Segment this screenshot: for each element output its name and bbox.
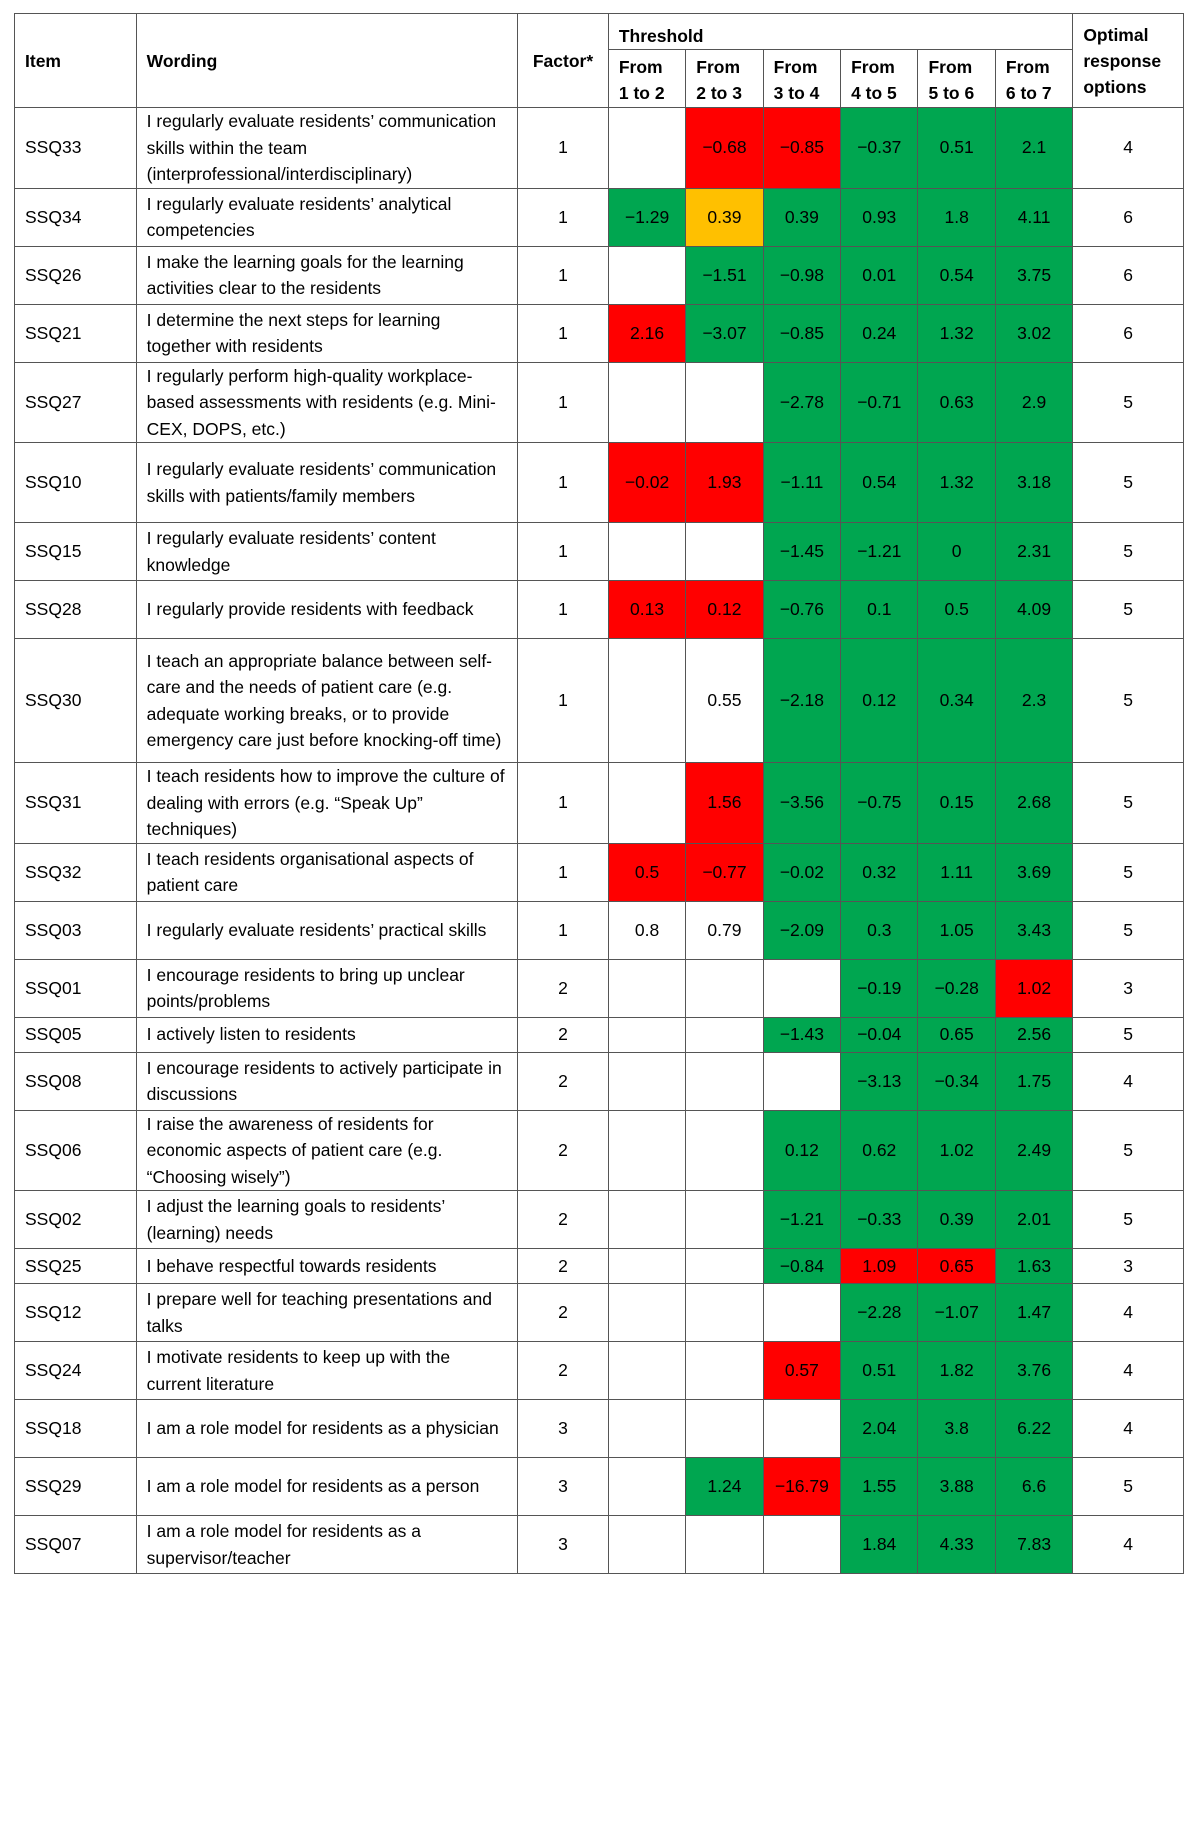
header-from-4-to-5: From 4 to 5 [841,50,918,108]
table-row [15,959,1184,1017]
threshold-cell-5-to-6: 0.34 [918,639,995,763]
threshold-cell-2-to-3 [686,1400,763,1458]
table-row [15,1342,1184,1400]
threshold-cell-2-to-3: 1.24 [686,1458,763,1516]
threshold-cell-1-to-2 [608,1249,685,1284]
item-wording: I prepare well for teaching presentations and talks [136,1284,518,1342]
threshold-cell-6-to-7: 2.31 [995,523,1072,581]
item-code: SSQ12 [15,1284,137,1342]
table-row [15,1110,1184,1191]
threshold-cell-6-to-7: 2.3 [995,639,1072,763]
item-wording: I regularly provide residents with feedback [136,581,518,639]
threshold-cell-6-to-7: 1.63 [995,1249,1072,1284]
item-optimal-options: 5 [1073,443,1184,523]
threshold-cell-2-to-3: −3.07 [686,304,763,362]
item-wording: I regularly evaluate residents’ content knowledge [136,523,518,581]
item-code: SSQ34 [15,188,137,246]
threshold-cell-2-to-3 [686,1110,763,1191]
threshold-cell-3-to-4: −1.11 [763,443,840,523]
table-row [15,763,1184,844]
item-wording: I make the learning goals for the learning activities clear to the residents [136,246,518,304]
threshold-cell-5-to-6: 0 [918,523,995,581]
threshold-cell-3-to-4: −2.18 [763,639,840,763]
item-optimal-options: 4 [1073,1516,1184,1574]
threshold-cell-4-to-5: −3.13 [841,1052,918,1110]
threshold-cell-4-to-5: 0.01 [841,246,918,304]
threshold-cell-6-to-7: 3.18 [995,443,1072,523]
item-factor: 2 [518,1017,609,1052]
threshold-cell-3-to-4: −0.76 [763,581,840,639]
threshold-cell-2-to-3 [686,1342,763,1400]
threshold-cell-6-to-7: 3.76 [995,1342,1072,1400]
threshold-cell-6-to-7: 2.49 [995,1110,1072,1191]
threshold-cell-3-to-4 [763,1052,840,1110]
threshold-cell-2-to-3: −0.77 [686,843,763,901]
threshold-cell-6-to-7: 3.02 [995,304,1072,362]
item-code: SSQ30 [15,639,137,763]
threshold-cell-3-to-4: 0.12 [763,1110,840,1191]
item-factor: 3 [518,1516,609,1574]
item-wording: I adjust the learning goals to residents’ (learning) needs [136,1191,518,1249]
threshold-cell-4-to-5: 0.54 [841,443,918,523]
threshold-cell-1-to-2 [608,1052,685,1110]
item-optimal-options: 6 [1073,188,1184,246]
threshold-cell-6-to-7: 2.68 [995,763,1072,844]
item-code: SSQ06 [15,1110,137,1191]
table-row [15,1249,1184,1284]
threshold-cell-1-to-2 [608,1191,685,1249]
item-code: SSQ03 [15,901,137,959]
item-code: SSQ32 [15,843,137,901]
threshold-cell-2-to-3: 1.93 [686,443,763,523]
threshold-cell-5-to-6: 0.65 [918,1249,995,1284]
threshold-cell-1-to-2 [608,1458,685,1516]
threshold-cell-5-to-6: −0.34 [918,1052,995,1110]
item-optimal-options: 5 [1073,1458,1184,1516]
threshold-cell-4-to-5: 1.84 [841,1516,918,1574]
item-factor: 3 [518,1458,609,1516]
table-row [15,1284,1184,1342]
threshold-cell-5-to-6: −0.28 [918,959,995,1017]
item-wording: I regularly evaluate residents’ analytical competencies [136,188,518,246]
threshold-cell-3-to-4 [763,1400,840,1458]
threshold-cell-2-to-3 [686,523,763,581]
item-wording: I am a role model for residents as a physician [136,1400,518,1458]
item-factor: 1 [518,362,609,443]
item-factor: 1 [518,581,609,639]
threshold-cell-3-to-4: −2.78 [763,362,840,443]
table-row [15,246,1184,304]
threshold-cell-2-to-3: 0.39 [686,188,763,246]
item-factor: 2 [518,1110,609,1191]
table-row [15,1017,1184,1052]
threshold-cell-5-to-6: 0.15 [918,763,995,844]
item-factor: 1 [518,246,609,304]
threshold-cell-5-to-6: 3.88 [918,1458,995,1516]
table-header [15,14,1184,108]
threshold-cell-2-to-3: 1.56 [686,763,763,844]
threshold-cell-2-to-3: 0.12 [686,581,763,639]
threshold-cell-2-to-3 [686,1249,763,1284]
item-wording: I encourage residents to actively participate in discussions [136,1052,518,1110]
item-factor: 2 [518,959,609,1017]
item-code: SSQ33 [15,108,137,189]
threshold-cell-5-to-6: 0.54 [918,246,995,304]
item-optimal-options: 5 [1073,763,1184,844]
item-code: SSQ05 [15,1017,137,1052]
table-row [15,639,1184,763]
threshold-cell-3-to-4: −1.43 [763,1017,840,1052]
threshold-cell-3-to-4: −3.56 [763,763,840,844]
threshold-cell-6-to-7: 3.75 [995,246,1072,304]
threshold-cell-2-to-3 [686,1516,763,1574]
threshold-cell-1-to-2: 0.8 [608,901,685,959]
header-optimal-label: Optimal response options [1083,24,1162,97]
header-from-5-to-6: From 5 to 6 [918,50,995,108]
threshold-cell-1-to-2 [608,108,685,189]
table-body [15,108,1184,1574]
header-from-1-to-2: From 1 to 2 [608,50,685,108]
item-optimal-options: 5 [1073,901,1184,959]
threshold-cell-2-to-3: −1.51 [686,246,763,304]
threshold-cell-1-to-2 [608,362,685,443]
item-optimal-options: 6 [1073,304,1184,362]
table-row [15,362,1184,443]
threshold-cell-1-to-2: 0.5 [608,843,685,901]
threshold-cell-3-to-4: −16.79 [763,1458,840,1516]
threshold-cell-3-to-4: −0.84 [763,1249,840,1284]
threshold-cell-3-to-4: −1.45 [763,523,840,581]
table-row [15,581,1184,639]
threshold-cell-3-to-4: −0.98 [763,246,840,304]
item-code: SSQ26 [15,246,137,304]
threshold-cell-4-to-5: −0.71 [841,362,918,443]
threshold-cell-1-to-2 [608,1284,685,1342]
threshold-cell-4-to-5: −0.19 [841,959,918,1017]
threshold-cell-4-to-5: 1.55 [841,1458,918,1516]
threshold-cell-5-to-6: 0.5 [918,581,995,639]
threshold-cell-5-to-6: 1.8 [918,188,995,246]
threshold-cell-4-to-5: −0.37 [841,108,918,189]
header-optimal [1073,14,1184,108]
threshold-cell-2-to-3 [686,362,763,443]
threshold-cell-5-to-6: 1.32 [918,304,995,362]
threshold-cell-3-to-4: −1.21 [763,1191,840,1249]
threshold-cell-4-to-5: 0.93 [841,188,918,246]
threshold-cell-3-to-4 [763,959,840,1017]
threshold-cell-4-to-5: 0.3 [841,901,918,959]
threshold-cell-2-to-3 [686,1191,763,1249]
threshold-cell-1-to-2 [608,763,685,844]
item-factor: 1 [518,763,609,844]
table-row [15,188,1184,246]
item-wording: I encourage residents to bring up unclear points/problems [136,959,518,1017]
threshold-table [14,13,1184,1574]
threshold-cell-4-to-5: −0.33 [841,1191,918,1249]
threshold-cell-6-to-7: 6.22 [995,1400,1072,1458]
item-code: SSQ31 [15,763,137,844]
table-row [15,523,1184,581]
header-threshold: Threshold [608,14,1072,50]
threshold-cell-3-to-4 [763,1516,840,1574]
item-code: SSQ02 [15,1191,137,1249]
threshold-cell-6-to-7: 3.43 [995,901,1072,959]
item-optimal-options: 4 [1073,1284,1184,1342]
item-optimal-options: 5 [1073,1191,1184,1249]
item-wording: I am a role model for residents as a supervisor/teacher [136,1516,518,1574]
item-optimal-options: 5 [1073,843,1184,901]
item-factor: 1 [518,523,609,581]
item-factor: 1 [518,639,609,763]
threshold-cell-6-to-7: 2.01 [995,1191,1072,1249]
table-row [15,901,1184,959]
item-factor: 1 [518,188,609,246]
threshold-cell-1-to-2 [608,523,685,581]
item-code: SSQ28 [15,581,137,639]
item-wording: I regularly perform high-quality workplace-based assessments with residents (e.g. Mini-CEX, DOPS, etc.) [136,362,518,443]
header-wording: Wording [136,14,518,108]
threshold-cell-6-to-7: 6.6 [995,1458,1072,1516]
threshold-cell-6-to-7: 2.9 [995,362,1072,443]
threshold-cell-6-to-7: 1.75 [995,1052,1072,1110]
threshold-cell-5-to-6: 1.05 [918,901,995,959]
item-wording: I regularly evaluate residents’ communication skills within the team (interprofessional/interdisciplinary) [136,108,518,189]
threshold-cell-2-to-3: 0.79 [686,901,763,959]
threshold-cell-4-to-5: 0.32 [841,843,918,901]
item-optimal-options: 5 [1073,581,1184,639]
threshold-cell-5-to-6: 0.63 [918,362,995,443]
item-code: SSQ01 [15,959,137,1017]
table-row [15,443,1184,523]
threshold-cell-4-to-5: 0.62 [841,1110,918,1191]
threshold-cell-1-to-2 [608,1400,685,1458]
header-from-6-to-7: From 6 to 7 [995,50,1072,108]
item-code: SSQ29 [15,1458,137,1516]
threshold-cell-2-to-3 [686,1284,763,1342]
item-factor: 2 [518,1191,609,1249]
item-wording: I motivate residents to keep up with the current literature [136,1342,518,1400]
threshold-cell-2-to-3 [686,1052,763,1110]
item-code: SSQ25 [15,1249,137,1284]
item-optimal-options: 3 [1073,959,1184,1017]
threshold-cell-4-to-5: 0.1 [841,581,918,639]
item-factor: 2 [518,1052,609,1110]
table-row [15,1400,1184,1458]
item-wording: I raise the awareness of residents for economic aspects of patient care (e.g. “Choosing wisely”) [136,1110,518,1191]
threshold-cell-5-to-6: 1.11 [918,843,995,901]
item-factor: 1 [518,108,609,189]
item-optimal-options: 4 [1073,1400,1184,1458]
header-factor: Factor* [518,14,609,108]
table-row [15,1191,1184,1249]
threshold-cell-2-to-3: 0.55 [686,639,763,763]
threshold-cell-6-to-7: 3.69 [995,843,1072,901]
threshold-cell-5-to-6: 0.51 [918,108,995,189]
header-from-3-to-4: From 3 to 4 [763,50,840,108]
threshold-cell-6-to-7: 7.83 [995,1516,1072,1574]
threshold-cell-3-to-4: 0.39 [763,188,840,246]
threshold-cell-6-to-7: 1.47 [995,1284,1072,1342]
table-row [15,108,1184,189]
threshold-cell-6-to-7: 2.1 [995,108,1072,189]
threshold-cell-3-to-4: −2.09 [763,901,840,959]
threshold-cell-4-to-5: −2.28 [841,1284,918,1342]
item-optimal-options: 6 [1073,246,1184,304]
threshold-cell-6-to-7: 1.02 [995,959,1072,1017]
item-wording: I regularly evaluate residents’ practical skills [136,901,518,959]
item-wording: I teach residents how to improve the culture of dealing with errors (e.g. “Speak Up” techniques) [136,763,518,844]
threshold-cell-3-to-4: −0.02 [763,843,840,901]
item-optimal-options: 5 [1073,523,1184,581]
item-optimal-options: 5 [1073,639,1184,763]
threshold-cell-5-to-6: −1.07 [918,1284,995,1342]
threshold-cell-1-to-2: −1.29 [608,188,685,246]
table-row [15,1458,1184,1516]
item-wording: I teach an appropriate balance between self-care and the needs of patient care (e.g. adequate working breaks, or to provide emergency care just before knocking-off time) [136,639,518,763]
threshold-cell-1-to-2 [608,246,685,304]
threshold-cell-4-to-5: 0.12 [841,639,918,763]
threshold-cell-2-to-3 [686,1017,763,1052]
threshold-cell-1-to-2: −0.02 [608,443,685,523]
table-row [15,304,1184,362]
threshold-cell-5-to-6: 0.65 [918,1017,995,1052]
threshold-cell-1-to-2 [608,639,685,763]
item-wording: I actively listen to residents [136,1017,518,1052]
header-item: Item [15,14,137,108]
item-optimal-options: 5 [1073,1017,1184,1052]
item-factor: 1 [518,304,609,362]
threshold-cell-1-to-2 [608,1110,685,1191]
threshold-cell-5-to-6: 4.33 [918,1516,995,1574]
threshold-cell-5-to-6: 3.8 [918,1400,995,1458]
item-factor: 2 [518,1342,609,1400]
item-code: SSQ21 [15,304,137,362]
threshold-cell-4-to-5: −0.75 [841,763,918,844]
item-factor: 1 [518,443,609,523]
threshold-cell-5-to-6: 1.32 [918,443,995,523]
header-from-2-to-3: From 2 to 3 [686,50,763,108]
item-code: SSQ08 [15,1052,137,1110]
threshold-cell-3-to-4: 0.57 [763,1342,840,1400]
item-code: SSQ10 [15,443,137,523]
item-factor: 1 [518,901,609,959]
threshold-cell-1-to-2 [608,959,685,1017]
threshold-cell-6-to-7: 4.09 [995,581,1072,639]
item-optimal-options: 5 [1073,1110,1184,1191]
item-optimal-options: 4 [1073,1342,1184,1400]
item-wording: I am a role model for residents as a person [136,1458,518,1516]
threshold-cell-1-to-2 [608,1017,685,1052]
item-optimal-options: 5 [1073,362,1184,443]
table-row [15,1052,1184,1110]
item-wording: I behave respectful towards residents [136,1249,518,1284]
table-row [15,1516,1184,1574]
item-code: SSQ07 [15,1516,137,1574]
item-factor: 1 [518,843,609,901]
threshold-cell-1-to-2: 0.13 [608,581,685,639]
threshold-cell-5-to-6: 1.02 [918,1110,995,1191]
item-code: SSQ24 [15,1342,137,1400]
threshold-cell-6-to-7: 4.11 [995,188,1072,246]
item-optimal-options: 4 [1073,108,1184,189]
threshold-cell-4-to-5: 0.24 [841,304,918,362]
threshold-cell-3-to-4: −0.85 [763,108,840,189]
threshold-cell-2-to-3: −0.68 [686,108,763,189]
item-factor: 2 [518,1249,609,1284]
item-optimal-options: 4 [1073,1052,1184,1110]
threshold-cell-6-to-7: 2.56 [995,1017,1072,1052]
threshold-cell-5-to-6: 0.39 [918,1191,995,1249]
item-factor: 2 [518,1284,609,1342]
item-code: SSQ15 [15,523,137,581]
threshold-cell-4-to-5: 0.51 [841,1342,918,1400]
item-wording: I determine the next steps for learning together with residents [136,304,518,362]
item-factor: 3 [518,1400,609,1458]
threshold-cell-1-to-2 [608,1516,685,1574]
threshold-cell-2-to-3 [686,959,763,1017]
item-wording: I regularly evaluate residents’ communication skills with patients/family members [136,443,518,523]
threshold-cell-5-to-6: 1.82 [918,1342,995,1400]
threshold-cell-4-to-5: −1.21 [841,523,918,581]
threshold-cell-3-to-4 [763,1284,840,1342]
threshold-cell-1-to-2 [608,1342,685,1400]
threshold-cell-4-to-5: 1.09 [841,1249,918,1284]
threshold-cell-4-to-5: −0.04 [841,1017,918,1052]
item-wording: I teach residents organisational aspects of patient care [136,843,518,901]
item-optimal-options: 3 [1073,1249,1184,1284]
threshold-cell-1-to-2: 2.16 [608,304,685,362]
item-code: SSQ27 [15,362,137,443]
table-row [15,843,1184,901]
threshold-cell-4-to-5: 2.04 [841,1400,918,1458]
threshold-cell-3-to-4: −0.85 [763,304,840,362]
item-code: SSQ18 [15,1400,137,1458]
